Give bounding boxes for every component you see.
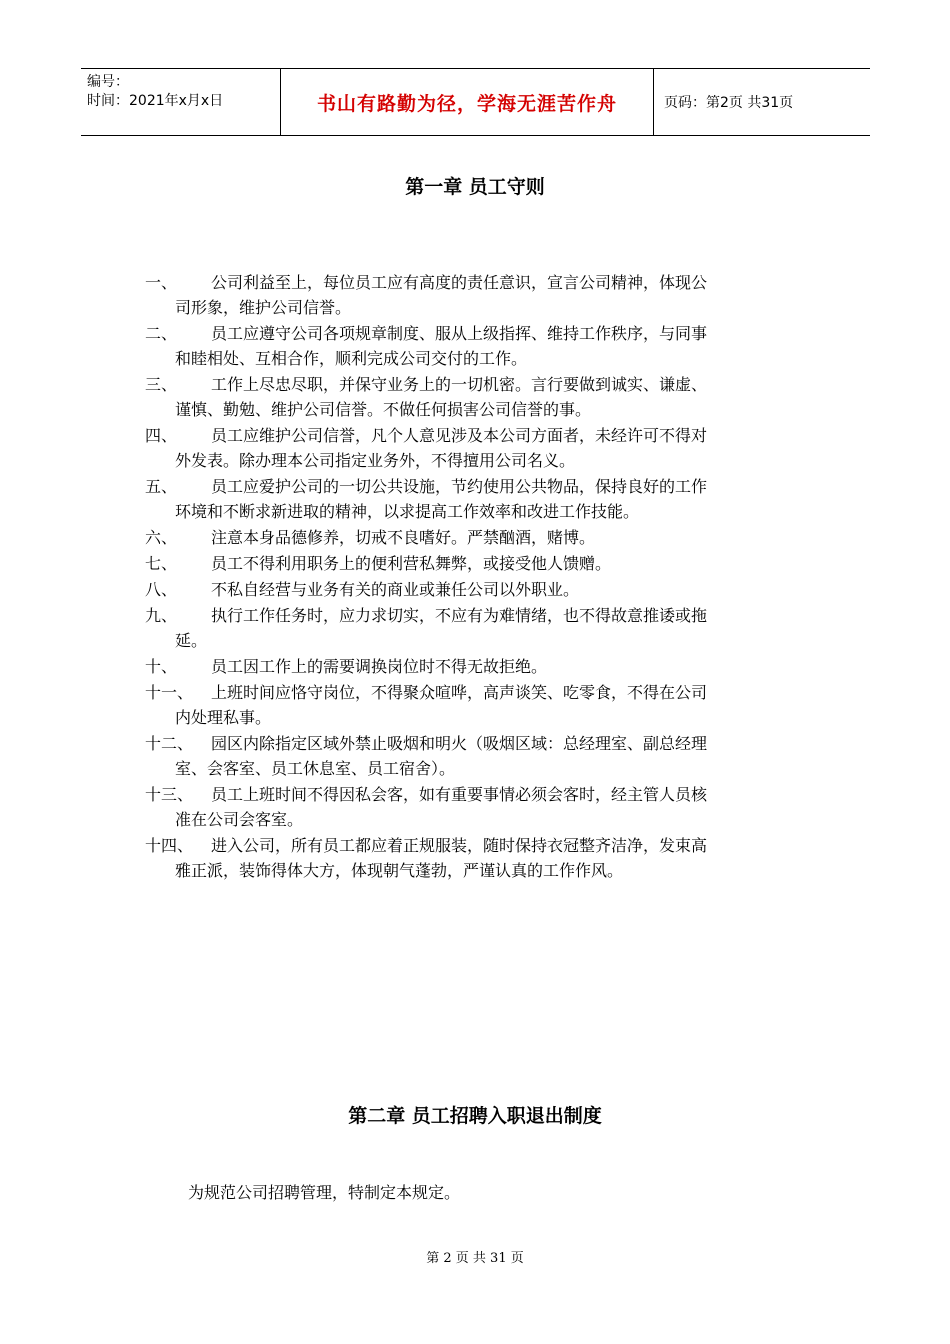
rule-item [145,270,810,320]
rule-text-line1: 进入公司，所有员工都应着正规服装，随时保持衣冠整齐洁净，发束高 [211,836,708,855]
rule-number: 七、 [145,554,178,573]
rule-item [145,577,810,602]
rules-list [145,270,810,884]
rule-text-line1: 工作上尽忠尽职，并保守业务上的一切机密。言行要做到诚实、谦虚、 [211,375,708,394]
page-header [81,68,870,136]
rule-item [145,423,810,473]
chapter2-intro: 为规范公司招聘管理，特制定本规定。 [188,1183,461,1202]
time-label: 时间：2021年x月x日 [87,93,224,109]
rule-text-line2: 准在公司会客室。 [175,810,304,829]
rule-item [145,782,810,832]
rule-text-line1: 员工应爱护公司的一切公共设施，节约使用公共物品，保持良好的工作 [211,477,708,496]
code-label: 编号： [87,74,129,90]
rule-item [145,321,810,371]
rule-number: 十三、 [145,785,194,804]
rule-text-line1: 员工应遵守公司各项规章制度、服从上级指挥、维持工作秩序，与同事 [211,324,708,343]
rule-number: 五、 [145,477,178,496]
rule-text-line2: 司形象，维护公司信誉。 [175,298,352,317]
rule-text-line1: 员工因工作上的需要调换岗位时不得无故拒绝。 [211,657,548,676]
rule-text-line2: 室、会客室、员工休息室、员工宿舍）。 [175,759,456,778]
rule-text-line1: 园区内除指定区域外禁止吸烟和明火（吸烟区域：总经理室、副总经理 [211,734,708,753]
rule-item [145,551,810,576]
rule-text-line2: 延。 [175,631,208,650]
rule-number: 八、 [145,580,178,599]
rule-text-line1: 员工上班时间不得因私会客，如有重要事情必须会客时，经主管人员核 [211,785,708,804]
rule-item [145,474,810,524]
rule-item [145,603,810,653]
rule-number: 九、 [145,606,178,625]
rule-text-line2: 外发表。除办理本公司指定业务外，不得擅用公司名义。 [175,451,576,470]
rule-text-line1: 员工不得利用职务上的便利营私舞弊，或接受他人馈赠。 [211,554,612,573]
rule-text-line1: 公司利益至上，每位员工应有高度的责任意识，宣言公司精神，体现公 [211,273,708,292]
header-motto: 书山有路勤为径，学海无涯苦作舟 [281,69,654,135]
rule-number: 十四、 [145,836,194,855]
rule-number: 十、 [145,657,178,676]
rule-number: 一、 [145,273,178,292]
rule-text-line1: 注意本身品德修养，切戒不良嗜好。严禁酗酒，赌博。 [211,528,596,547]
rule-text-line2: 雅正派，装饰得体大方，体现朝气蓬勃，严谨认真的工作作风。 [175,861,624,880]
rule-number: 六、 [145,528,178,547]
rule-text-line2: 环境和不断求新进取的精神，以求提高工作效率和改进工作技能。 [175,502,640,521]
chapter1-title: 第一章 员工守则 [405,176,545,198]
header-page-info: 页码：第2页 共31页 [664,95,794,111]
rule-text-line1: 不私自经营与业务有关的商业或兼任公司以外职业。 [211,580,580,599]
header-meta [81,69,281,135]
rule-text-line2: 内处理私事。 [175,708,272,727]
rule-text-line1: 上班时间应恪守岗位，不得聚众喧哗，高声谈笑、吃零食，不得在公司 [211,683,708,702]
rule-number: 十一、 [145,683,194,702]
rule-item [145,680,810,730]
page-footer: 第 2 页 共 31 页 [426,1251,524,1266]
rule-item [145,372,810,422]
rule-text-line2: 谨慎、勤勉、维护公司信誉。不做任何损害公司信誉的事。 [175,400,592,419]
rule-number: 二、 [145,324,178,343]
rule-item [145,833,810,883]
rule-text-line1: 执行工作任务时，应力求切实，不应有为难情绪，也不得故意推诿或拖 [211,606,708,625]
rule-number: 三、 [145,375,178,394]
rule-item [145,525,810,550]
rule-item [145,731,810,781]
rule-number: 四、 [145,426,178,445]
rule-number: 十二、 [145,734,194,753]
chapter2-title: 第二章 员工招聘入职退出制度 [348,1105,602,1127]
rule-text-line1: 员工应维护公司信誉，凡个人意见涉及本公司方面者，未经许可不得对 [211,426,708,445]
rule-item [145,654,810,679]
rule-text-line2: 和睦相处、互相合作，顺利完成公司交付的工作。 [175,349,528,368]
